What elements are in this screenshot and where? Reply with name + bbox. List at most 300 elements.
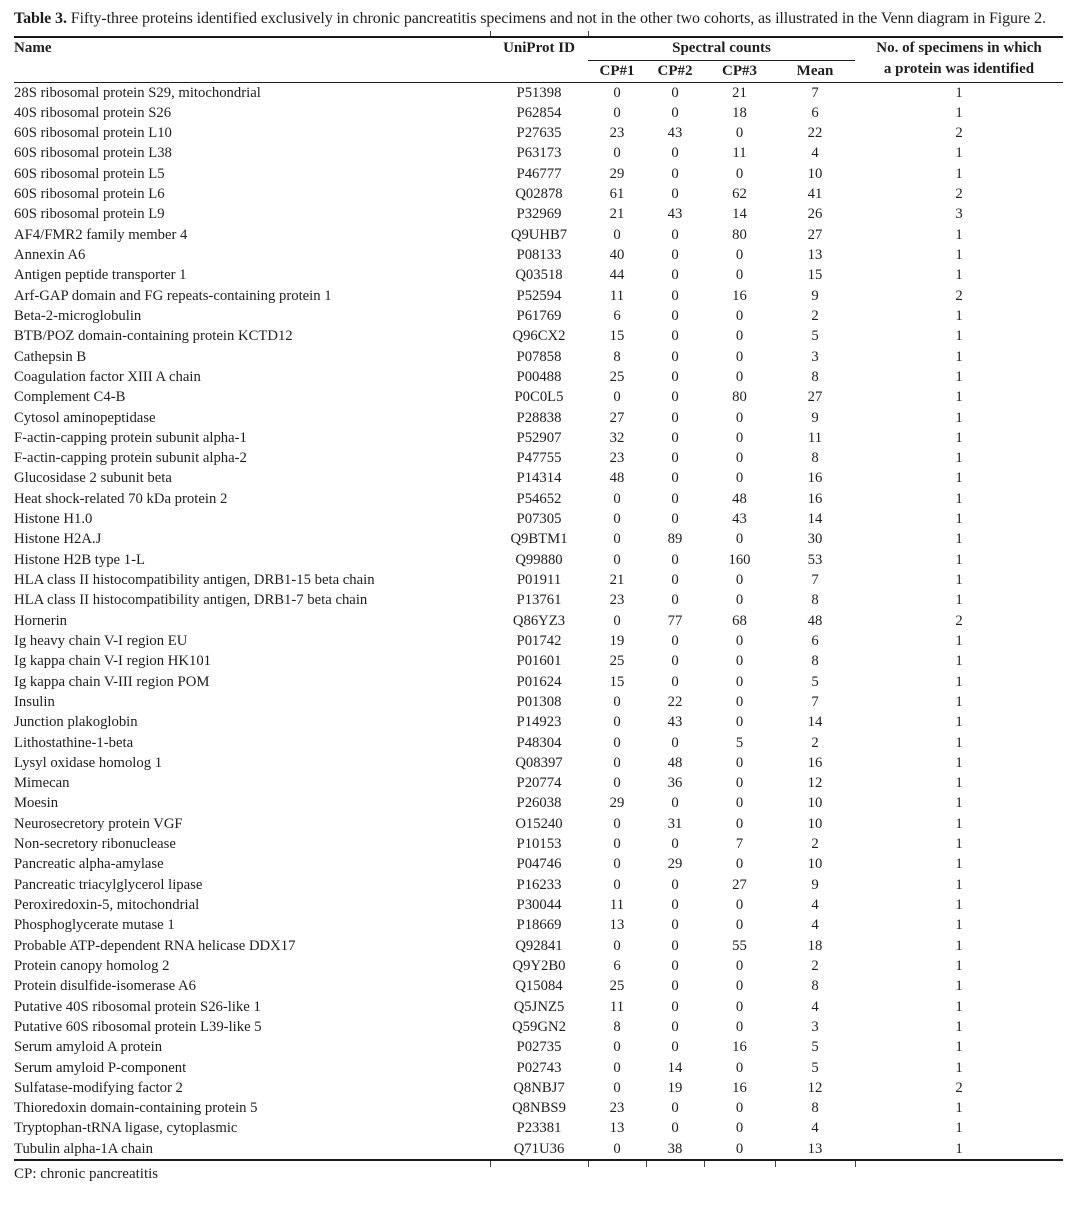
- cell-protein-name: 28S ribosomal protein S29, mitochondrial: [14, 84, 261, 101]
- cell-cp2: 0: [671, 572, 679, 588]
- table-row: [14, 103, 1063, 123]
- cell-cp2: 0: [671, 186, 679, 203]
- cell-protein-name: Sulfatase-modifying factor 2: [14, 1079, 183, 1096]
- cell-specimens: 1: [955, 978, 963, 995]
- cell-protein-name: Complement C4-B: [14, 389, 126, 406]
- table-row: [14, 692, 1063, 712]
- cell-protein-name: Tubulin alpha-1A chain: [14, 1140, 153, 1157]
- cell-uniprot-id: Q5JNZ5: [513, 998, 565, 1015]
- cell-cp2: 43: [667, 125, 683, 142]
- cell-cp3: 0: [735, 957, 744, 974]
- cell-cp3: 0: [735, 368, 744, 385]
- cell-cp3: 0: [735, 470, 744, 487]
- cell-uniprot-id: P30044: [516, 897, 562, 913]
- cell-cp1: 25: [609, 653, 625, 670]
- cell-uniprot-id: P54652: [516, 490, 562, 507]
- cell-cp3: 0: [735, 917, 744, 934]
- cell-cp3: 0: [735, 775, 744, 792]
- cell-specimens: 1: [955, 145, 963, 162]
- cell-cp2: 0: [671, 389, 679, 406]
- cell-specimens: 1: [955, 368, 963, 385]
- cell-uniprot-id: P04746: [516, 856, 562, 873]
- cell-specimens: 1: [955, 307, 963, 324]
- cell-protein-name: Hornerin: [14, 612, 68, 629]
- cell-specimens: 1: [955, 937, 963, 954]
- cell-protein-name: Mimecan: [14, 775, 70, 792]
- cell-cp2: 19: [667, 1079, 683, 1096]
- cell-cp1: 29: [609, 165, 625, 182]
- cell-specimens: 2: [955, 287, 963, 304]
- cell-specimens: 1: [955, 389, 963, 406]
- cell-mean: 9: [811, 409, 819, 426]
- cell-protein-name: Moesin: [14, 795, 59, 812]
- cell-cp3: 0: [735, 531, 744, 548]
- cell-specimens: 2: [955, 1079, 963, 1096]
- cell-uniprot-id: P27635: [516, 125, 562, 142]
- header-cp1: CP#1: [599, 62, 635, 79]
- cell-mean: 10: [807, 815, 823, 832]
- table-body: [14, 82, 1063, 1160]
- cell-protein-name: Protein disulfide-isomerase A6: [14, 978, 196, 995]
- header-specimens-line2: a protein was identified: [883, 61, 1035, 77]
- cell-cp3: 0: [735, 429, 744, 446]
- cell-specimens: 1: [955, 998, 963, 1015]
- cell-specimens: 1: [955, 531, 963, 548]
- cell-uniprot-id: Q8NBJ7: [513, 1079, 565, 1096]
- table-row: [14, 1037, 1063, 1057]
- cell-protein-name: Tryptophan-tRNA ligase, cytoplasmic: [14, 1120, 238, 1137]
- cell-protein-name: Putative 60S ribosomal protein L39-like 5: [14, 1018, 262, 1035]
- table-row: [14, 550, 1063, 570]
- cell-mean: 2: [811, 836, 819, 853]
- cell-protein-name: 60S ribosomal protein L6: [14, 186, 165, 203]
- cell-cp2: 29: [667, 856, 683, 873]
- cell-mean: 12: [807, 775, 823, 792]
- table-row: [14, 204, 1063, 224]
- cell-protein-name: Probable ATP-dependent RNA helicase DDX17: [14, 937, 296, 954]
- cell-cp1: 0: [613, 1039, 621, 1056]
- cell-uniprot-id: Q99880: [515, 551, 563, 568]
- table-caption-text: Fifty-three proteins identified exclusively in chronic pancreatitis specimens and not in the other two cohorts, as illustrated in the Venn diagram in Figure 2.: [70, 10, 1046, 27]
- cell-uniprot-id: P62854: [516, 104, 562, 121]
- cell-mean: 6: [811, 632, 819, 649]
- cell-uniprot-id: P61769: [516, 307, 562, 324]
- cell-cp3: 0: [735, 632, 744, 649]
- cell-cp2: 0: [671, 836, 679, 853]
- cell-cp1: 11: [609, 287, 625, 304]
- cell-mean: 5: [811, 673, 819, 690]
- cell-mean: 12: [807, 1079, 823, 1096]
- cell-cp2: 0: [671, 328, 679, 345]
- table-row: [14, 814, 1063, 834]
- cell-cp2: 31: [667, 815, 683, 832]
- table-row: [14, 672, 1063, 692]
- cell-mean: 5: [811, 328, 819, 345]
- cell-specimens: 1: [955, 653, 963, 670]
- cell-cp2: 0: [671, 917, 679, 934]
- cell-protein-name: Annexin A6: [14, 247, 86, 263]
- cell-uniprot-id: Q96CX2: [512, 328, 566, 345]
- cell-specimens: 1: [955, 572, 963, 588]
- cell-uniprot-id: P14923: [516, 714, 562, 731]
- column-boundary-tick: [490, 1161, 491, 1167]
- cell-protein-name: Peroxiredoxin-5, mitochondrial: [14, 897, 200, 913]
- cell-protein-name: Non-secretory ribonuclease: [14, 836, 176, 853]
- cell-mean: 3: [811, 1018, 819, 1035]
- cell-uniprot-id: P01742: [516, 632, 562, 649]
- cell-cp3: 27: [732, 876, 747, 893]
- cell-cp3: 160: [728, 551, 751, 568]
- table-row: [14, 143, 1063, 163]
- cell-cp1: 29: [609, 795, 625, 812]
- cell-cp2: 0: [671, 1120, 679, 1137]
- cell-protein-name: BTB/POZ domain-containing protein KCTD12: [14, 328, 293, 345]
- table-container: [14, 36, 1063, 1162]
- cell-uniprot-id: O15240: [515, 815, 563, 832]
- cell-mean: 4: [811, 998, 819, 1015]
- cell-specimens: 1: [955, 429, 963, 446]
- table-caption-label: Table 3.: [14, 10, 67, 27]
- cell-uniprot-id: P23381: [516, 1120, 562, 1137]
- cell-uniprot-id: Q02878: [515, 186, 563, 203]
- table-row: [14, 387, 1063, 407]
- cell-uniprot-id: P47755: [516, 450, 562, 467]
- cell-uniprot-id: P01601: [516, 653, 562, 670]
- cell-cp2: 0: [671, 673, 679, 690]
- cell-cp3: 5: [735, 734, 744, 751]
- cell-cp2: 14: [667, 1059, 683, 1076]
- table-row: [14, 448, 1063, 468]
- table-row: [14, 915, 1063, 935]
- column-boundary-tick: [855, 1161, 856, 1167]
- header-spectral-counts: Spectral counts: [588, 37, 855, 61]
- cell-protein-name: HLA class II histocompatibility antigen, DRB1-7 beta chain: [14, 592, 368, 609]
- cell-mean: 18: [807, 937, 823, 954]
- cell-cp2: 0: [671, 998, 679, 1015]
- cell-specimens: 1: [955, 511, 963, 528]
- table-row: [14, 875, 1063, 895]
- table-footnote: CP: chronic pancreatitis: [14, 1166, 159, 1183]
- cell-cp1: 0: [613, 693, 621, 710]
- cell-cp3: 0: [735, 328, 744, 345]
- cell-protein-name: Histone H2A.J: [14, 531, 102, 548]
- cell-protein-name: Protein canopy homolog 2: [14, 957, 170, 974]
- cell-cp2: 0: [671, 267, 679, 284]
- cell-mean: 48: [807, 612, 823, 629]
- cell-protein-name: 60S ribosomal protein L38: [14, 145, 172, 162]
- cell-specimens: 3: [955, 206, 963, 223]
- cell-cp3: 0: [735, 693, 744, 710]
- table-row: [14, 793, 1063, 813]
- cell-mean: 13: [807, 247, 823, 263]
- cell-cp2: 0: [671, 653, 679, 670]
- table-row: [14, 631, 1063, 651]
- cell-specimens: 1: [955, 165, 963, 182]
- table-row: [14, 854, 1063, 874]
- cell-cp2: 0: [671, 1039, 679, 1056]
- cell-cp2: 0: [671, 348, 679, 365]
- protein-table: [14, 36, 1063, 1162]
- cell-cp3: 80: [732, 389, 747, 406]
- cell-mean: 7: [811, 572, 819, 588]
- cell-protein-name: Thioredoxin domain-containing protein 5: [14, 1100, 258, 1117]
- cell-mean: 26: [807, 206, 823, 223]
- cell-cp1: 8: [613, 1018, 621, 1035]
- cell-cp3: 0: [735, 815, 744, 832]
- cell-uniprot-id: P00488: [516, 368, 562, 385]
- cell-cp2: 0: [671, 795, 679, 812]
- cell-cp3: 0: [735, 247, 744, 263]
- cell-protein-name: Insulin: [14, 693, 55, 710]
- cell-cp2: 0: [671, 1018, 679, 1035]
- cell-protein-name: 60S ribosomal protein L10: [14, 125, 172, 142]
- cell-protein-name: Serum amyloid P-component: [14, 1059, 187, 1076]
- cell-cp2: 0: [671, 978, 679, 995]
- cell-uniprot-id: Q9BTM1: [510, 531, 568, 548]
- cell-specimens: 1: [955, 104, 963, 121]
- cell-mean: 5: [811, 1059, 819, 1076]
- cell-cp1: 21: [609, 206, 625, 223]
- cell-specimens: 1: [955, 1140, 963, 1157]
- cell-cp1: 27: [609, 409, 625, 426]
- cell-cp3: 62: [732, 186, 747, 203]
- cell-mean: 7: [811, 693, 819, 710]
- cell-protein-name: HLA class II histocompatibility antigen, DRB1-15 beta chain: [14, 572, 375, 588]
- cell-cp2: 0: [671, 551, 679, 568]
- cell-specimens: 2: [955, 612, 963, 629]
- cell-mean: 4: [811, 145, 819, 162]
- cell-mean: 22: [807, 125, 823, 142]
- cell-cp1: 23: [609, 125, 625, 142]
- table-row: [14, 367, 1063, 387]
- cell-specimens: 1: [955, 1018, 963, 1035]
- cell-mean: 8: [811, 1100, 819, 1117]
- table-row: [14, 1118, 1063, 1138]
- cell-cp2: 38: [667, 1140, 683, 1157]
- cell-specimens: 1: [955, 84, 963, 101]
- cell-mean: 30: [807, 531, 823, 548]
- cell-protein-name: Junction plakoglobin: [14, 714, 138, 731]
- cell-uniprot-id: P48304: [516, 734, 562, 751]
- cell-cp2: 0: [671, 145, 679, 162]
- cell-cp3: 55: [732, 937, 747, 954]
- cell-cp3: 0: [735, 1018, 744, 1035]
- cell-cp1: 21: [609, 572, 625, 588]
- cell-protein-name: Beta-2-microglobulin: [14, 307, 142, 324]
- cell-specimens: 1: [955, 775, 963, 792]
- table-row: [14, 225, 1063, 245]
- cell-mean: 8: [811, 978, 819, 995]
- table-row: [14, 468, 1063, 488]
- cell-cp1: 0: [613, 754, 621, 771]
- table-row: [14, 590, 1063, 610]
- cell-uniprot-id: P01308: [516, 693, 562, 710]
- cell-cp3: 0: [735, 978, 744, 995]
- table-row: [14, 570, 1063, 590]
- cell-protein-name: Lysyl oxidase homolog 1: [14, 754, 163, 771]
- cell-mean: 27: [807, 389, 823, 406]
- table-row: [14, 265, 1063, 285]
- cell-uniprot-id: P02735: [516, 1039, 562, 1056]
- cell-cp2: 0: [671, 490, 679, 507]
- cell-mean: 8: [811, 653, 819, 670]
- cell-uniprot-id: P51398: [516, 84, 562, 101]
- cell-cp3: 0: [735, 165, 744, 182]
- table-row: [14, 1058, 1063, 1078]
- cell-cp3: 0: [735, 592, 744, 609]
- cell-cp1: 23: [609, 592, 625, 609]
- table-header: [14, 37, 1063, 83]
- cell-cp3: 0: [735, 1100, 744, 1117]
- cell-uniprot-id: P16233: [516, 876, 562, 893]
- cell-cp3: 0: [735, 714, 744, 731]
- cell-protein-name: Pancreatic alpha-amylase: [14, 856, 164, 873]
- cell-specimens: 1: [955, 754, 963, 771]
- cell-cp3: 0: [735, 267, 744, 284]
- cell-cp1: 11: [609, 897, 625, 913]
- cell-cp1: 0: [613, 714, 621, 731]
- cell-specimens: 1: [955, 957, 963, 974]
- cell-mean: 4: [811, 1120, 819, 1137]
- table-row: [14, 976, 1063, 996]
- cell-cp2: 0: [671, 1100, 679, 1117]
- cell-specimens: 1: [955, 693, 963, 710]
- cell-mean: 14: [807, 511, 823, 528]
- cell-mean: 2: [811, 957, 819, 974]
- cell-cp3: 0: [735, 754, 744, 771]
- cell-mean: 13: [807, 1140, 823, 1157]
- cell-cp1: 61: [609, 186, 625, 203]
- cell-mean: 7: [811, 84, 819, 101]
- cell-protein-name: Ig heavy chain V-I region EU: [14, 632, 188, 649]
- cell-uniprot-id: P0C0L5: [514, 389, 564, 406]
- cell-cp1: 6: [613, 307, 621, 324]
- cell-cp3: 0: [735, 348, 744, 365]
- cell-cp2: 0: [671, 84, 679, 101]
- cell-cp2: 0: [671, 957, 679, 974]
- table-row: [14, 611, 1063, 631]
- cell-cp1: 0: [613, 511, 621, 528]
- cell-protein-name: Ig kappa chain V-III region POM: [14, 673, 210, 690]
- cell-uniprot-id: Q8NBS9: [512, 1100, 566, 1117]
- cell-cp3: 43: [732, 511, 747, 528]
- table-row: [14, 245, 1063, 265]
- cell-cp1: 44: [609, 267, 625, 284]
- cell-mean: 8: [811, 368, 819, 385]
- cell-cp3: 0: [735, 307, 744, 324]
- header-specimens: [855, 37, 1063, 83]
- cell-mean: 8: [811, 592, 819, 609]
- cell-protein-name: AF4/FMR2 family member 4: [14, 226, 188, 243]
- cell-cp3: 68: [732, 612, 747, 629]
- cell-protein-name: Cathepsin B: [14, 348, 87, 365]
- cell-mean: 8: [811, 450, 819, 467]
- cell-cp2: 0: [671, 104, 679, 121]
- cell-cp1: 15: [609, 328, 625, 345]
- header-name: Name: [14, 39, 52, 56]
- cell-mean: 11: [807, 429, 823, 446]
- cell-specimens: 1: [955, 409, 963, 426]
- cell-specimens: 1: [955, 226, 963, 243]
- cell-cp1: 13: [609, 917, 625, 934]
- cell-protein-name: Coagulation factor XIII A chain: [14, 368, 201, 385]
- cell-cp1: 0: [613, 84, 621, 101]
- cell-cp3: 0: [735, 856, 744, 873]
- cell-protein-name: Antigen peptide transporter 1: [14, 267, 187, 284]
- cell-mean: 27: [807, 226, 823, 243]
- cell-uniprot-id: P07305: [516, 511, 562, 528]
- cell-cp2: 0: [671, 165, 679, 182]
- cell-mean: 16: [807, 490, 823, 507]
- cell-specimens: 1: [955, 856, 963, 873]
- table-row: [14, 82, 1063, 103]
- cell-cp3: 0: [735, 450, 744, 467]
- cell-cp1: 0: [613, 226, 621, 243]
- cell-cp3: 0: [735, 1059, 744, 1076]
- cell-cp1: 0: [613, 1059, 621, 1076]
- header-mean: Mean: [796, 62, 834, 79]
- column-boundary-tick: [704, 1161, 705, 1167]
- cell-specimens: 1: [955, 714, 963, 731]
- cell-cp1: 23: [609, 450, 625, 467]
- cell-cp1: 0: [613, 490, 621, 507]
- column-boundary-tick: [646, 1161, 647, 1167]
- cell-uniprot-id: Q03518: [515, 267, 563, 284]
- cell-specimens: 1: [955, 673, 963, 690]
- cell-cp1: 40: [609, 247, 625, 263]
- cell-cp1: 11: [609, 998, 625, 1015]
- table-row: [14, 1098, 1063, 1118]
- cell-cp2: 36: [667, 775, 683, 792]
- cell-cp3: 0: [735, 795, 744, 812]
- cell-cp1: 0: [613, 389, 621, 406]
- cell-cp3: 48: [732, 490, 747, 507]
- cell-protein-name: Heat shock-related 70 kDa protein 2: [14, 490, 228, 507]
- cell-specimens: 2: [955, 186, 963, 203]
- cell-cp2: 22: [667, 693, 683, 710]
- cell-cp1: 0: [613, 531, 621, 548]
- cell-specimens: 1: [955, 348, 963, 365]
- cell-cp1: 48: [609, 470, 625, 487]
- cell-protein-name: Pancreatic triacylglycerol lipase: [14, 876, 203, 893]
- cell-cp3: 0: [735, 409, 744, 426]
- cell-uniprot-id: Q86YZ3: [512, 612, 566, 629]
- cell-cp1: 0: [613, 937, 621, 954]
- cell-cp3: 0: [735, 572, 744, 588]
- cell-cp2: 0: [671, 368, 679, 385]
- cell-specimens: 1: [955, 917, 963, 934]
- cell-protein-name: Glucosidase 2 subunit beta: [14, 470, 172, 487]
- cell-mean: 9: [811, 876, 819, 893]
- column-boundary-tick: [490, 31, 491, 36]
- cell-uniprot-id: P13761: [516, 592, 562, 609]
- cell-uniprot-id: P01624: [516, 673, 562, 690]
- cell-mean: 16: [807, 754, 823, 771]
- cell-uniprot-id: P08133: [516, 247, 562, 263]
- table-row: [14, 936, 1063, 956]
- table-row: [14, 408, 1063, 428]
- cell-protein-name: 60S ribosomal protein L9: [14, 206, 165, 223]
- cell-protein-name: 60S ribosomal protein L5: [14, 165, 165, 182]
- cell-specimens: 1: [955, 815, 963, 832]
- cell-specimens: 1: [955, 734, 963, 751]
- cell-protein-name: Putative 40S ribosomal protein S26-like 1: [14, 998, 261, 1015]
- cell-protein-name: 40S ribosomal protein S26: [14, 104, 172, 121]
- table-row: [14, 326, 1063, 346]
- cell-mean: 41: [807, 186, 823, 203]
- table-row: [14, 1078, 1063, 1098]
- cell-specimens: 1: [955, 328, 963, 345]
